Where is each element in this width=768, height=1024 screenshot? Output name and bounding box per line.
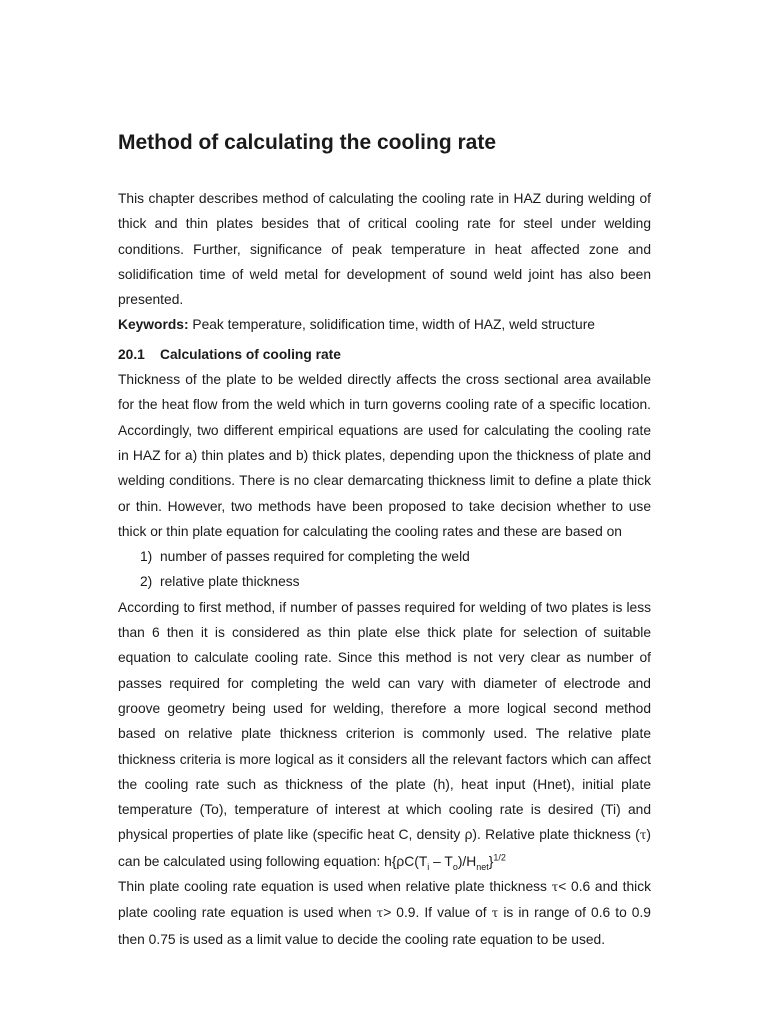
- list-item: 1) number of passes required for completing the weld: [140, 549, 470, 565]
- document-page: [118, 130, 651, 952]
- page-title: Method of calculating the cooling rate: [118, 131, 497, 154]
- section-heading: [118, 342, 651, 367]
- tau-symbol: τ: [551, 880, 559, 895]
- list-item: 2) relative plate thickness: [140, 574, 300, 590]
- body-paragraph-2: According to first method, if number of passes required for welding of two plates is less than 6 then it is considered as thin plate else thick plate for selection of suitable equation to calculate cooling rate. Since this method is not very clear as number of passes required for completing the weld can vary with diameter of electrode and groove geometry being used for welding, therefore a more logical second method based on relative plate thickness criterion is commonly used. The relative plate thickness criteria is more logical as it considers all the relevant factors which can affect the cooling rate such as thickness of the plate (h), heat input (Hnet), initial plate temperature (To), temperature of interest at which cooling rate is desired (Ti) and physical properties of plate like (specific heat C, density ρ). Relative plate thickness (τ) can be calculated using following equation: $h\{\rho C(T_i - T_o)/H_{net}\}^{1/2}$: [118, 599, 651, 872]
- section-title: Calculations of cooling rate: [160, 346, 341, 362]
- keywords-text: Peak temperature, solidification time, width of HAZ, weld structure: [188, 317, 595, 333]
- tau-symbol: τ: [376, 906, 384, 921]
- tau-symbol: τ: [639, 828, 647, 843]
- abstract-paragraph: This chapter describes method of calculating the cooling rate in HAZ during welding of thick and thin plates besides that of critical cooling rate for steel under welding conditions. Further, significance of peak temperature in heat affected zone and solidification time of weld metal for development of sound weld joint has also been presented.: [118, 191, 651, 308]
- keywords-line: [118, 312, 651, 337]
- section-number: 20.1: [118, 346, 145, 362]
- body-paragraph-1: Thickness of the plate to be welded directly affects the cross sectional area available for the heat flow from the weld which in turn governs cooling rate of a specific location. Accordingly, two different empirical equations are used for calculating the cooling rate in HAZ for a) thin plates and b) thick plates, depending upon the thickness of plate and welding conditions. There is no clear demarcating thickness limit to define a plate thick or thin. However, two methods have been proposed to take decision whether to use thick or thin plate equation for calculating the cooling rates and these are based on: [118, 372, 651, 539]
- criteria-list: [118, 544, 651, 595]
- body-paragraph-3: Thin plate cooling rate equation is used when relative plate thickness τ< 0.6 and thick plate cooling rate equation is used when τ> 0.9. If value of τ is in range of 0.6 to 0.9 then 0.75 is used as a limit value to decide the cooling rate equation to be used.: [118, 879, 651, 947]
- keywords-label: Keywords:: [118, 317, 189, 333]
- tau-symbol: τ: [491, 906, 499, 921]
